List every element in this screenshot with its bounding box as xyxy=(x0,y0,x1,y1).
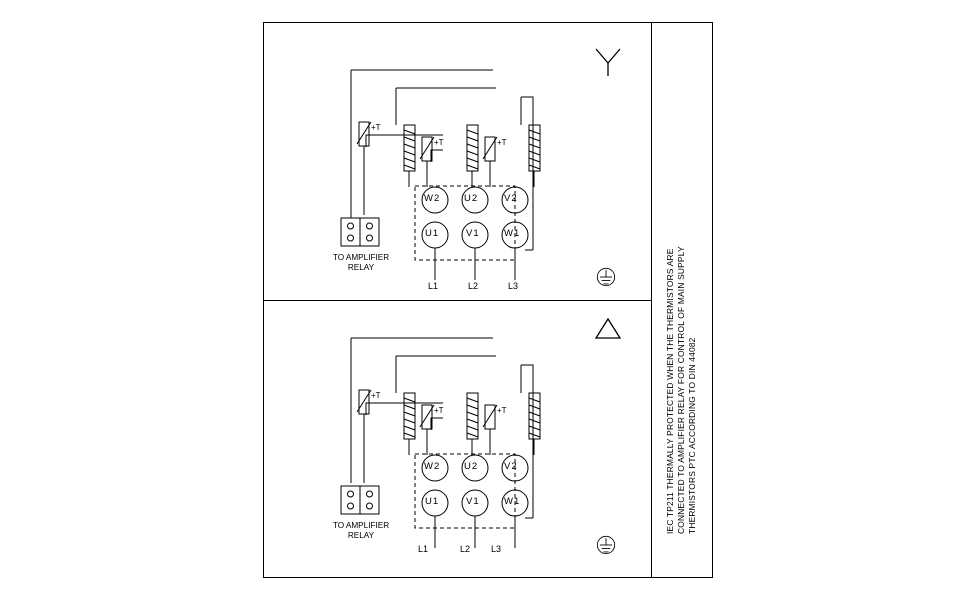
notes-column xyxy=(651,22,713,578)
thermistor-label-3: +T xyxy=(497,138,507,147)
amplifier-relay-caption xyxy=(311,253,411,273)
terminal-v1: V1 xyxy=(466,228,480,239)
terminal-w1: W1 xyxy=(504,496,521,507)
terminal-v1: V1 xyxy=(466,496,480,507)
amplifier-caption-line2: RELAY xyxy=(347,263,375,272)
note-line-3: THERMISTORS PTC ACCORDING TO DIN 44082 xyxy=(687,337,697,534)
supply-label-l3: L3 xyxy=(491,544,502,554)
delta-panel xyxy=(263,300,651,578)
earth-ground-symbol xyxy=(593,264,619,290)
terminal-v2: V2 xyxy=(504,193,518,204)
supply-label-l1: L1 xyxy=(428,281,439,291)
supply-label-l2: L2 xyxy=(468,281,479,291)
earth-ground-symbol xyxy=(593,532,619,558)
supply-label-l1: L1 xyxy=(418,544,429,554)
amplifier-relay-caption xyxy=(311,521,411,541)
thermistor-label-1: +T xyxy=(371,123,381,132)
thermistor-label-1: +T xyxy=(371,391,381,400)
terminal-u2: U2 xyxy=(464,461,479,472)
star-wye-symbol xyxy=(593,46,623,78)
terminal-w1: W1 xyxy=(504,228,521,239)
terminal-w2: W2 xyxy=(424,193,441,204)
terminal-u1: U1 xyxy=(425,496,440,507)
terminal-u2: U2 xyxy=(464,193,479,204)
terminal-v2: V2 xyxy=(504,461,518,472)
thermistor-label-2: +T xyxy=(434,406,444,415)
note-line-2: CONNECTED TO AMPLIFIER RELAY FOR CONTROL OF MAIN SUPPLY xyxy=(676,246,686,534)
amplifier-caption-line2: RELAY xyxy=(347,531,375,540)
delta-triangle-symbol xyxy=(593,314,623,342)
thermistor-label-2: +T xyxy=(434,138,444,147)
note-line-1: IEC TP211 THERMALLY PROTECTED WHEN THE THERMISTORS ARE xyxy=(665,248,675,534)
supply-label-l3: L3 xyxy=(508,281,519,291)
amplifier-caption-line1: TO AMPLIFIER xyxy=(332,521,390,530)
star-panel xyxy=(263,22,651,300)
terminal-u1: U1 xyxy=(425,228,440,239)
amplifier-caption-line1: TO AMPLIFIER xyxy=(332,253,390,262)
supply-label-l2: L2 xyxy=(460,544,471,554)
terminal-w2: W2 xyxy=(424,461,441,472)
thermistor-label-3: +T xyxy=(497,406,507,415)
